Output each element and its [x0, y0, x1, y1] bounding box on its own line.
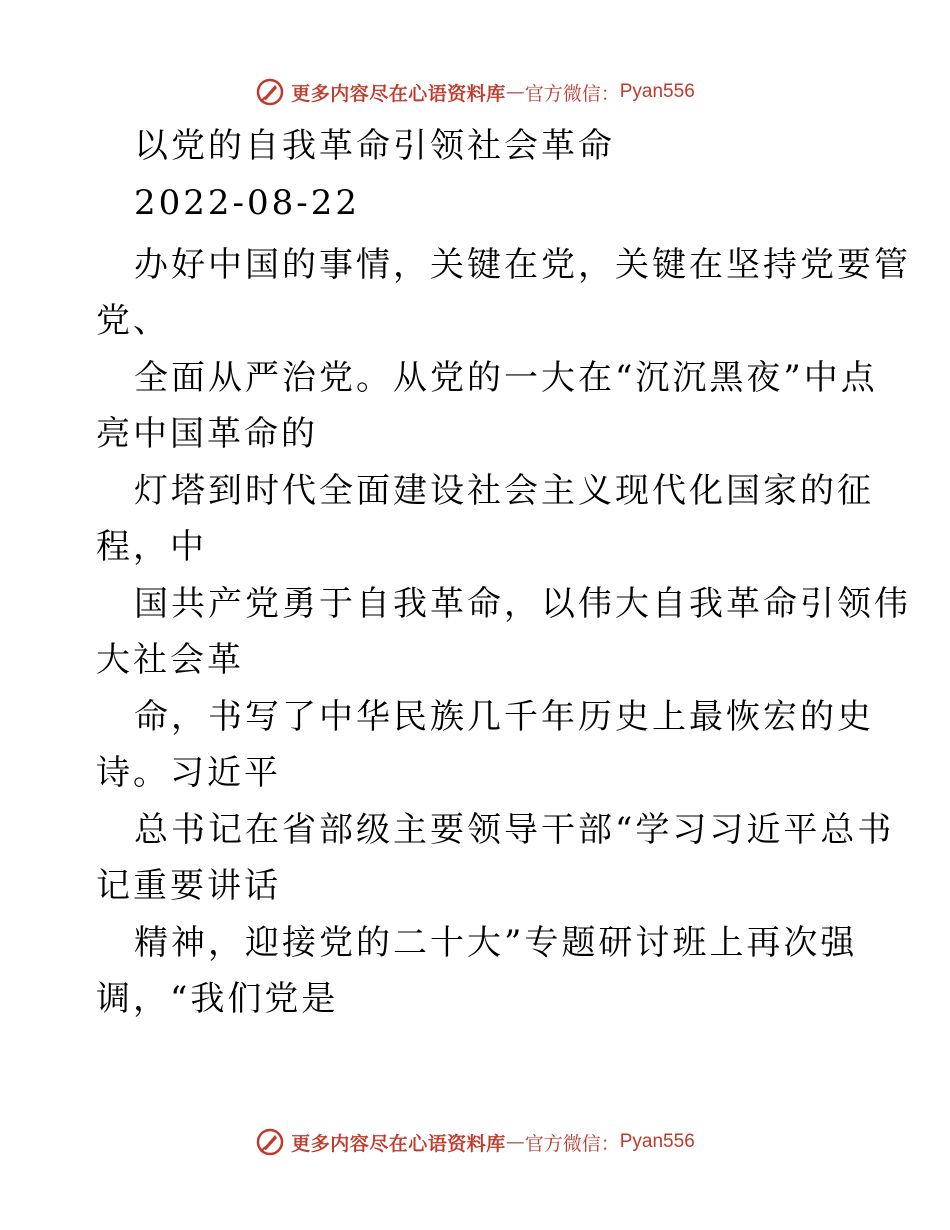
body-line: 国共产党勇于自我革命，以伟大自我革命引领伟: [134, 584, 911, 624]
body-line: 大社会革: [96, 640, 244, 680]
body-line: 精神，迎接党的二十大”专题研讨班上再次强: [134, 923, 858, 963]
banner-official-label: 官方微信：: [524, 1132, 620, 1155]
banner-brand-text: 更多内容尽在心语资料库: [291, 82, 506, 105]
feather-pen-logo-icon: [255, 1127, 285, 1157]
body-line: 记重要讲话: [96, 866, 281, 906]
body-line: 总书记在省部级主要领导干部“学习习近平总书: [134, 810, 895, 850]
body-line: 办好中国的事情，关键在党，关键在坚持党要管: [134, 245, 911, 285]
document-title: 以党的自我革命引领社会革命: [134, 126, 615, 166]
body-line: 党、: [96, 301, 170, 341]
banner-official-label: 官方微信：: [524, 82, 620, 105]
body-line: 灯塔到时代全面建设社会主义现代化国家的征: [134, 471, 874, 511]
body-line: 诗。习近平: [96, 753, 281, 793]
banner-brand-text: 更多内容尽在心语资料库: [291, 1132, 506, 1155]
footer-banner: [0, 1122, 950, 1162]
banner-wechat-id: Pyan556: [619, 1131, 695, 1152]
banner-dash: —: [505, 1131, 525, 1153]
body-line: 亮中国革命的: [96, 414, 318, 454]
banner-dash: —: [505, 81, 525, 103]
body-line: 调，“我们党是: [96, 979, 339, 1019]
document-date: 2022-08-22: [134, 183, 361, 223]
body-line: 全面从严治党。从党的一大在“沉沉黑夜”中点: [134, 358, 878, 398]
body-line: 命，书写了中华民族几千年历史上最恢宏的史: [134, 697, 874, 737]
header-banner: [0, 72, 950, 112]
feather-pen-logo-icon: [255, 77, 285, 107]
body-line: 程，中: [96, 527, 207, 567]
banner-wechat-id: Pyan556: [619, 81, 695, 102]
